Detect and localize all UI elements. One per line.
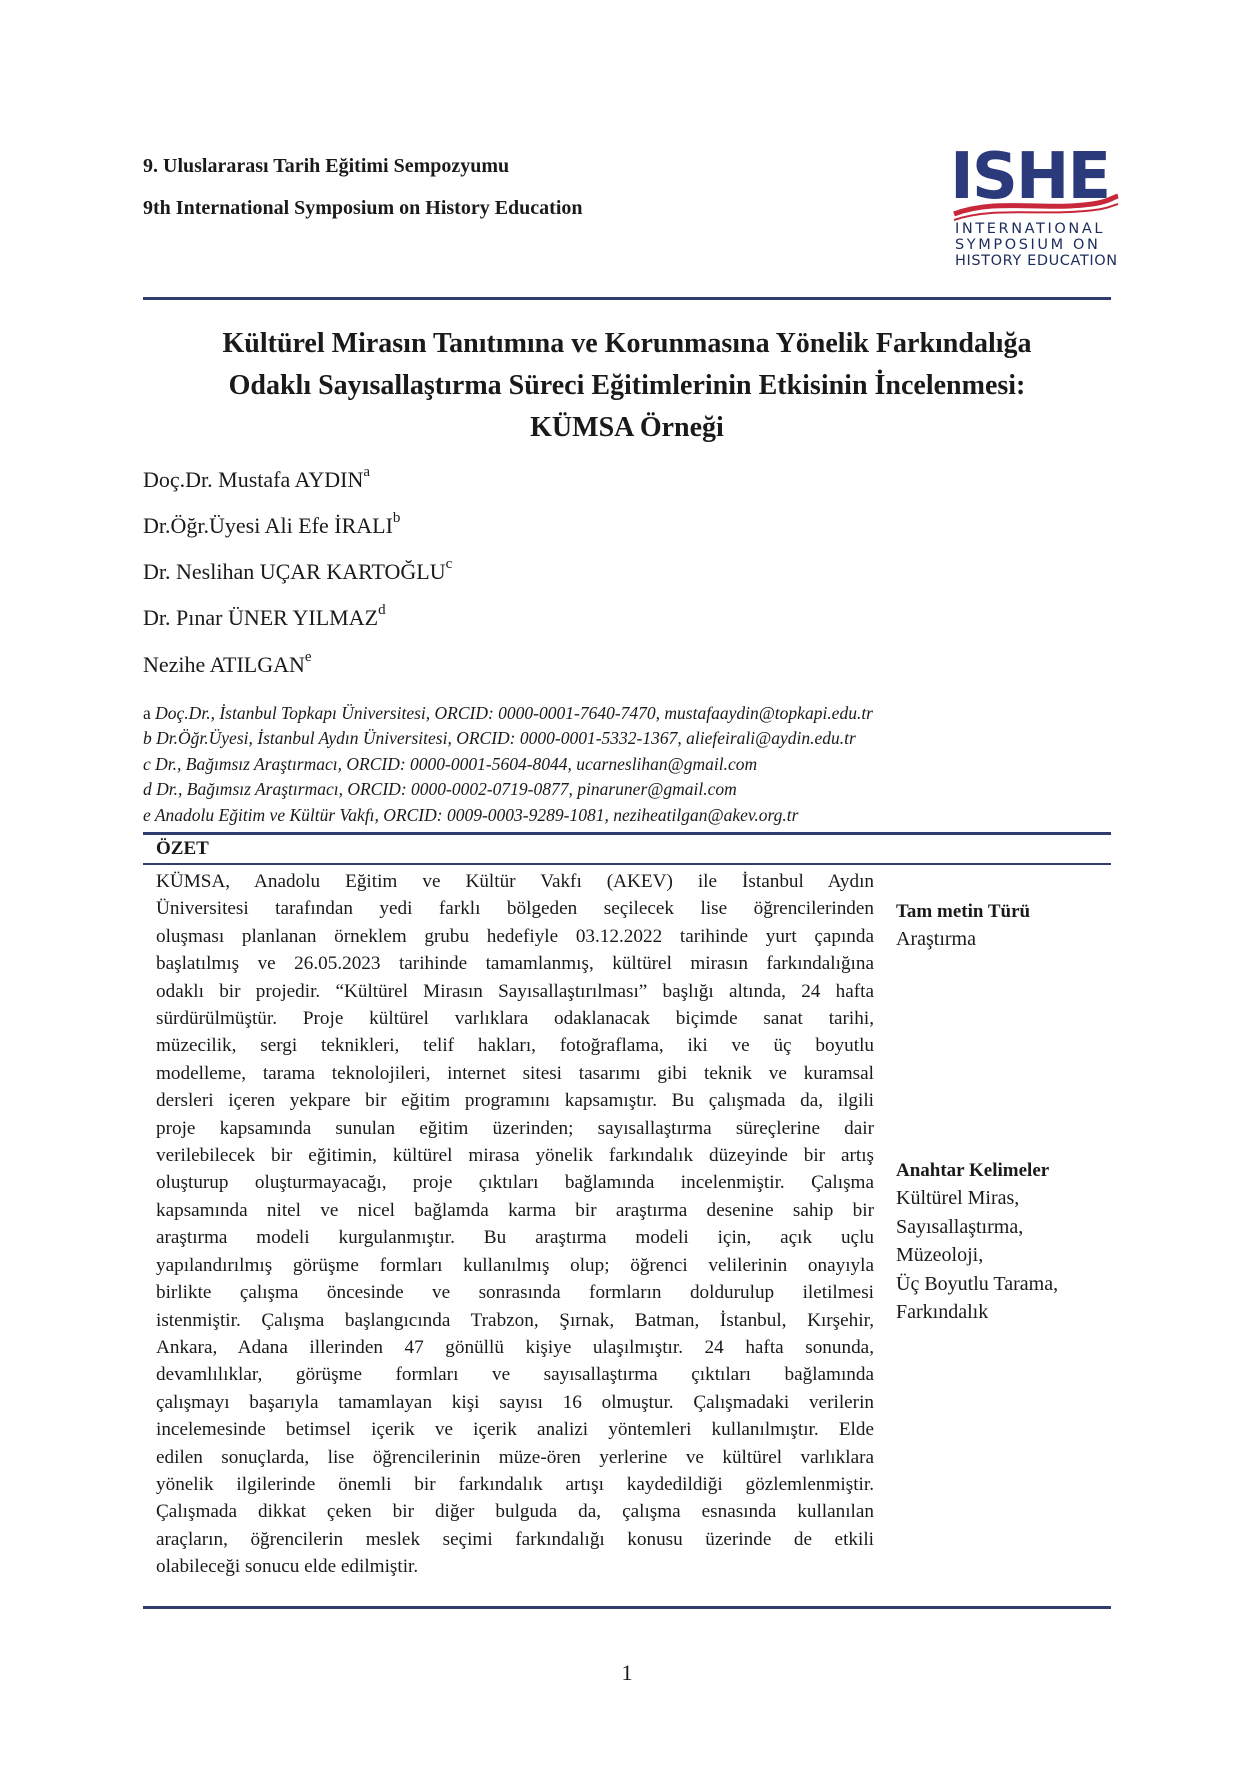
logo-line-3: HISTORY EDUCATION xyxy=(955,253,1118,269)
footer-rule xyxy=(143,1606,1111,1609)
affiliation-text: Anadolu Eğitim ve Kültür Vakfı, ORCID: 0009-0003-9289-1081, neziheatilgan@akev.org.tr xyxy=(154,805,799,825)
abstract-body xyxy=(156,868,874,1581)
author-4 xyxy=(143,602,386,631)
title-line-1: Kültürel Mirasın Tanıtımına ve Korunmasına Yönelik Farkındalığa xyxy=(222,328,1032,359)
abstract-line: dersleri içeren yekpare bir eğitim programını kapsamıştır. Bu çalışmada da, ilgili xyxy=(156,1090,874,1112)
affiliation-text: Dr.Öğr.Üyesi, İstanbul Aydın Üniversitesi, ORCID: 0000-0001-5332-1367, aliefeirali@aydin.edu.tr xyxy=(156,728,856,748)
abstract-line: incelemesinde betimsel içerik ve içerik analizi yöntemleri kullanılmıştır. Elde xyxy=(156,1419,874,1441)
affiliation-mark: a xyxy=(143,703,151,723)
symposium-name-en: 9th International Symposium on History Education xyxy=(143,197,583,219)
affiliation-mark: d xyxy=(143,779,152,799)
author-2 xyxy=(143,510,401,539)
abstract-line: sürdürülmüştür. Proje kültürel varlıklara odaklanacak biçimde sanat tarihi, xyxy=(156,1008,874,1030)
abstract-line: edilen sonuçlarda, lise öğrencilerinin müze-ören yerlerine ve kültürel varlıklara xyxy=(156,1446,874,1468)
affiliation-mark: e xyxy=(143,805,151,825)
affiliation-mark: c xyxy=(143,754,151,774)
author-mark: e xyxy=(304,649,312,665)
author-mark: d xyxy=(378,602,386,618)
abstract-line: yönelik ilgilerinde önemli bir farkındalık artışı kaydedildiği gözlemlenmiştir. xyxy=(156,1473,874,1495)
affiliation-c xyxy=(143,754,757,775)
keywords-label: Anahtar Kelimeler xyxy=(896,1160,1050,1181)
header-rule xyxy=(143,297,1111,300)
abstract-line: modelleme, tarama teknolojileri, internet sitesi tasarımı gibi teknik ve kuramsal xyxy=(156,1062,874,1084)
fulltext-type-value: Araştırma xyxy=(896,928,976,950)
abstract-line: müzecilik, sergi teknikleri, telif hakları, fotoğraflama, iki ve üç boyutlu xyxy=(156,1035,874,1057)
abstract-top-rule xyxy=(143,832,1111,835)
keyword: Sayısallaştırma, xyxy=(896,1215,1024,1238)
abstract-line: verilebilecek bir eğitimin, kültürel mirasa yönelik farkındalık düzeyinde bir artış xyxy=(156,1145,874,1167)
abstract-line: Çalışmada dikkat çeken bir diğer bulguda da, çalışma esnasında kullanılan xyxy=(156,1501,874,1523)
author-5 xyxy=(143,649,312,678)
affiliation-e xyxy=(143,805,798,826)
affiliation-text: Dr., Bağımsız Araştırmacı, ORCID: 0000-0001-5604-8044, ucarneslihan@gmail.com xyxy=(155,754,758,774)
affiliation-mark: b xyxy=(143,728,152,748)
author-name: Dr.Öğr.Üyesi Ali Efe İRALI xyxy=(143,513,393,538)
abstract-line: oluşması planlanan örneklem grubu hedefiyle 03.12.2022 tarihinde yurt çapında xyxy=(156,925,874,947)
page-number: 1 xyxy=(621,1660,633,1685)
abstract-line: odaklı bir projedir. “Kültürel Mirasın Sayısallaştırılması” başlığı altında, 24 hafta xyxy=(156,980,874,1002)
abstract-line: olabileceği sonucu elde edilmiştir. xyxy=(156,1556,419,1578)
abstract-line: araştırma modeli kurgulanmıştır. Bu araştırma modeli için, açık uçlu xyxy=(156,1227,874,1249)
abstract-line: araçların, öğrencilerin meslek seçimi farkındalığı konusu üzerinde de etkili xyxy=(156,1528,874,1550)
affiliation-b xyxy=(143,728,856,749)
title-line-2: Odaklı Sayısallaştırma Süreci Eğitimlerinin Etkisinin İncelenmesi: xyxy=(228,370,1026,401)
abstract-heading-rule xyxy=(143,863,1111,865)
author-3 xyxy=(143,556,453,585)
author-name: Dr. Neslihan UÇAR KARTOĞLU xyxy=(143,559,446,584)
keywords-list xyxy=(896,1184,1058,1327)
abstract-line: oluşturup oluşturmayacağı, proje çıktıları bağlamında incelenmiştir. Çalışma xyxy=(156,1172,874,1194)
author-mark: c xyxy=(445,556,453,572)
logo-mark: ISHE xyxy=(950,148,1110,214)
keyword: Kültürel Miras, xyxy=(896,1187,1020,1209)
author-name: Dr. Pınar ÜNER YILMAZ xyxy=(143,605,379,630)
abstract-line: kapsamında nitel ve nicel bağlamda karma bir araştırma desenine sahip bir xyxy=(156,1199,874,1221)
abstract-line: birlikte çalışma öncesinde ve sonrasında formların doldurulup iletilmesi xyxy=(156,1282,874,1304)
abstract-line: KÜMSA, Anadolu Eğitim ve Kültür Vakfı (AKEV) ile İstanbul Aydın xyxy=(156,871,874,892)
logo-line-1: INTERNATIONAL xyxy=(955,221,1106,237)
author-mark: b xyxy=(392,510,401,526)
abstract-line: devamlılıklar, görüşme formları ve sayısallaştırma çıktıları bağlamında xyxy=(156,1364,874,1386)
author-mark: a xyxy=(363,464,371,480)
fulltext-type-label: Tam metin Türü xyxy=(896,901,1031,922)
abstract-line: yapılandırılmış görüşme formları kullanılmış olup; öğrenci velilerinin onayıyla xyxy=(156,1254,874,1276)
logo-line-2: SYMPOSIUM ON xyxy=(955,237,1101,253)
affiliation-a xyxy=(143,703,873,724)
author-name: Doç.Dr. Mustafa AYDIN xyxy=(143,467,364,492)
affiliation-d xyxy=(143,779,737,800)
affiliation-text: Dr., Bağımsız Araştırmacı, ORCID: 0000-0002-0719-0877, pinaruner@gmail.com xyxy=(156,779,737,799)
abstract-line: proje kapsamında sunulan eğitim üzerinden; sayısallaştırma süreçlerine dair xyxy=(156,1117,874,1139)
symposium-name-tr: 9. Uluslararası Tarih Eğitimi Sempozyumu xyxy=(143,155,510,177)
author-name: Nezihe ATILGAN xyxy=(143,652,305,677)
title-line-3: KÜMSA Örneği xyxy=(530,412,724,443)
keyword: Farkındalık xyxy=(896,1301,989,1323)
abstract-line: Üniversitesi tarafından yedi farklı bölgeden seçilecek lise öğrencilerinden xyxy=(156,898,874,920)
abstract-line: Ankara, Adana illerinden 47 gönüllü kişiye ulaşılmıştır. 24 hafta sonunda, xyxy=(156,1336,874,1358)
keyword: Üç Boyutlu Tarama, xyxy=(896,1272,1059,1295)
abstract-line: çalışmayı başarıyla tamamlayan kişi sayısı 16 olmuştur. Çalışmadaki verilerin xyxy=(156,1391,874,1413)
abstract-heading: ÖZET xyxy=(156,838,209,859)
keyword: Müzeoloji, xyxy=(896,1244,984,1266)
abstract-line: başlatılmış ve 26.05.2023 tarihinde tamamlanmış, kültürel mirasın farkındalığına xyxy=(156,953,874,975)
affiliation-text: Doç.Dr., İstanbul Topkapı Üniversitesi, ORCID: 0000-0001-7640-7470, mustafaaydin@topkapi.edu.tr xyxy=(155,703,873,723)
abstract-line: istenmiştir. Çalışma başlangıcında Trabzon, Şırnak, Batman, İstanbul, Kırşehir, xyxy=(156,1309,874,1331)
author-1 xyxy=(143,464,371,493)
paper-title xyxy=(143,323,1111,449)
